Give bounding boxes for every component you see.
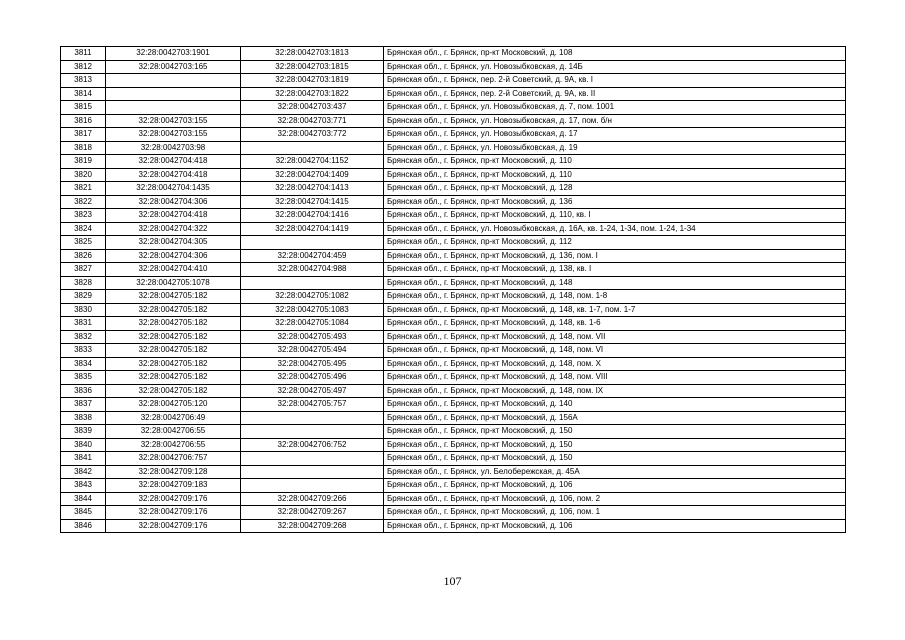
parcel-cadastral-number: 32:28:0042704:418: [106, 168, 241, 182]
object-address: Брянская обл., г. Брянск, пр-кт Московский, д. 150: [384, 425, 846, 439]
object-address: Брянская обл., г. Брянск, пр-кт Московский, д. 110: [384, 155, 846, 169]
object-cadastral-number: 32:28:0042703:771: [241, 114, 384, 128]
object-cadastral-number: 32:28:0042704:1416: [241, 209, 384, 223]
object-cadastral-number: [241, 276, 384, 290]
table-row: [61, 384, 846, 398]
object-address: Брянская обл., г. Брянск, пр-кт Московский, д. 106, пом. 1: [384, 506, 846, 520]
parcel-cadastral-number: 32:28:0042709:176: [106, 506, 241, 520]
table-row: [61, 357, 846, 371]
row-number: 3825: [61, 236, 106, 250]
object-address: Брянская обл., г. Брянск, ул. Белобережская, д. 45А: [384, 465, 846, 479]
table-row: [61, 47, 846, 61]
table-row: [61, 330, 846, 344]
object-address: Брянская обл., г. Брянск, пр-кт Московский, д. 148, пом. VII: [384, 330, 846, 344]
object-address: Брянская обл., г. Брянск, пр-кт Московский, д. 148, пом. VI: [384, 344, 846, 358]
table-row: [61, 182, 846, 196]
object-address: Брянская обл., г. Брянск, пр-кт Московский, д. 138, кв. I: [384, 263, 846, 277]
parcel-cadastral-number: 32:28:0042704:306: [106, 249, 241, 263]
parcel-cadastral-number: 32:28:0042705:182: [106, 384, 241, 398]
parcel-cadastral-number: 32:28:0042703:98: [106, 141, 241, 155]
table-row: [61, 60, 846, 74]
object-address: Брянская обл., г. Брянск, пр-кт Московский, д. 128: [384, 182, 846, 196]
object-address: Брянская обл., г. Брянск, пр-кт Московский, д. 150: [384, 452, 846, 466]
parcel-cadastral-number: 32:28:0042704:410: [106, 263, 241, 277]
object-cadastral-number: 32:28:0042705:1082: [241, 290, 384, 304]
object-address: Брянская обл., г. Брянск, пр-кт Московский, д. 106: [384, 479, 846, 493]
object-cadastral-number: [241, 411, 384, 425]
object-address: Брянская обл., г. Брянск, пр-кт Московский, д. 150: [384, 438, 846, 452]
parcel-cadastral-number: 32:28:0042705:182: [106, 371, 241, 385]
row-number: 3832: [61, 330, 106, 344]
table-row: [61, 263, 846, 277]
parcel-cadastral-number: [106, 101, 241, 115]
row-number: 3814: [61, 87, 106, 101]
row-number: 3819: [61, 155, 106, 169]
object-cadastral-number: 32:28:0042703:1819: [241, 74, 384, 88]
table-row: [61, 398, 846, 412]
table-row: [61, 425, 846, 439]
object-address: Брянская обл., г. Брянск, пр-кт Московский, д. 136, пом. I: [384, 249, 846, 263]
parcel-cadastral-number: 32:28:0042704:418: [106, 209, 241, 223]
parcel-cadastral-number: 32:28:0042705:182: [106, 357, 241, 371]
row-number: 3831: [61, 317, 106, 331]
row-number: 3836: [61, 384, 106, 398]
object-address: Брянская обл., г. Брянск, ул. Новозыбковская, д. 17: [384, 128, 846, 142]
row-number: 3846: [61, 519, 106, 533]
object-cadastral-number: [241, 236, 384, 250]
parcel-cadastral-number: 32:28:0042703:1901: [106, 47, 241, 61]
object-address: Брянская обл., г. Брянск, пер. 2-й Советский, д. 9А, кв. I: [384, 74, 846, 88]
table-row: [61, 344, 846, 358]
object-address: Брянская обл., г. Брянск, пр-кт Московский, д. 148, пом. IX: [384, 384, 846, 398]
parcel-cadastral-number: 32:28:0042703:155: [106, 114, 241, 128]
table-row: [61, 411, 846, 425]
row-number: 3844: [61, 492, 106, 506]
object-address: Брянская обл., г. Брянск, ул. Новозыбковская, д. 7, пом. 1001: [384, 101, 846, 115]
parcel-cadastral-number: 32:28:0042704:305: [106, 236, 241, 250]
row-number: 3815: [61, 101, 106, 115]
object-cadastral-number: [241, 452, 384, 466]
object-cadastral-number: 32:28:0042703:437: [241, 101, 384, 115]
row-number: 3817: [61, 128, 106, 142]
parcel-cadastral-number: 32:28:0042704:418: [106, 155, 241, 169]
row-number: 3818: [61, 141, 106, 155]
row-number: 3839: [61, 425, 106, 439]
object-cadastral-number: 32:28:0042709:268: [241, 519, 384, 533]
table-row: [61, 276, 846, 290]
row-number: 3841: [61, 452, 106, 466]
object-cadastral-number: 32:28:0042703:1822: [241, 87, 384, 101]
table-row: [61, 101, 846, 115]
row-number: 3821: [61, 182, 106, 196]
object-cadastral-number: [241, 425, 384, 439]
row-number: 3813: [61, 74, 106, 88]
parcel-cadastral-number: 32:28:0042709:176: [106, 519, 241, 533]
object-address: Брянская обл., г. Брянск, пр-кт Московский, д. 136: [384, 195, 846, 209]
object-address: Брянская обл., г. Брянск, пр-кт Московский, д. 140: [384, 398, 846, 412]
row-number: 3838: [61, 411, 106, 425]
object-address: Брянская обл., г. Брянск, пр-кт Московский, д. 148: [384, 276, 846, 290]
parcel-cadastral-number: 32:28:0042706:49: [106, 411, 241, 425]
table-row: [61, 317, 846, 331]
parcel-cadastral-number: 32:28:0042709:176: [106, 492, 241, 506]
table-row: [61, 236, 846, 250]
object-address: Брянская обл., г. Брянск, пр-кт Московский, д. 156А: [384, 411, 846, 425]
object-cadastral-number: 32:28:0042705:757: [241, 398, 384, 412]
object-address: Брянская обл., г. Брянск, пр-кт Московский, д. 112: [384, 236, 846, 250]
row-number: 3834: [61, 357, 106, 371]
row-number: 3812: [61, 60, 106, 74]
table-row: [61, 168, 846, 182]
table-row: [61, 303, 846, 317]
table-row: [61, 87, 846, 101]
object-cadastral-number: 32:28:0042704:1409: [241, 168, 384, 182]
object-cadastral-number: 32:28:0042704:1415: [241, 195, 384, 209]
parcel-cadastral-number: 32:28:0042705:1078: [106, 276, 241, 290]
table-row: [61, 465, 846, 479]
object-cadastral-number: 32:28:0042705:1083: [241, 303, 384, 317]
object-cadastral-number: 32:28:0042704:988: [241, 263, 384, 277]
row-number: 3828: [61, 276, 106, 290]
table-row: [61, 492, 846, 506]
register-table: [60, 46, 846, 533]
row-number: 3823: [61, 209, 106, 223]
parcel-cadastral-number: 32:28:0042709:183: [106, 479, 241, 493]
parcel-cadastral-number: 32:28:0042709:128: [106, 465, 241, 479]
object-address: Брянская обл., г. Брянск, пр-кт Московский, д. 148, кв. 1-6: [384, 317, 846, 331]
table-row: [61, 506, 846, 520]
table-row: [61, 479, 846, 493]
parcel-cadastral-number: 32:28:0042704:322: [106, 222, 241, 236]
parcel-cadastral-number: [106, 87, 241, 101]
row-number: 3833: [61, 344, 106, 358]
table-row: [61, 114, 846, 128]
table-row: [61, 290, 846, 304]
row-number: 3820: [61, 168, 106, 182]
row-number: 3811: [61, 47, 106, 61]
table-row: [61, 209, 846, 223]
object-address: Брянская обл., г. Брянск, пр-кт Московский, д. 106, пом. 2: [384, 492, 846, 506]
object-cadastral-number: 32:28:0042704:459: [241, 249, 384, 263]
parcel-cadastral-number: 32:28:0042705:182: [106, 330, 241, 344]
row-number: 3845: [61, 506, 106, 520]
object-cadastral-number: 32:28:0042704:1152: [241, 155, 384, 169]
row-number: 3837: [61, 398, 106, 412]
object-cadastral-number: 32:28:0042705:493: [241, 330, 384, 344]
row-number: 3829: [61, 290, 106, 304]
object-address: Брянская обл., г. Брянск, пр-кт Московский, д. 108: [384, 47, 846, 61]
parcel-cadastral-number: 32:28:0042703:155: [106, 128, 241, 142]
object-cadastral-number: 32:28:0042709:267: [241, 506, 384, 520]
parcel-cadastral-number: 32:28:0042705:182: [106, 317, 241, 331]
row-number: 3840: [61, 438, 106, 452]
object-address: Брянская обл., г. Брянск, пр-кт Московский, д. 148, пом. 1-8: [384, 290, 846, 304]
object-cadastral-number: 32:28:0042705:496: [241, 371, 384, 385]
table-row: [61, 195, 846, 209]
object-address: Брянская обл., г. Брянск, пр-кт Московский, д. 110, кв. I: [384, 209, 846, 223]
parcel-cadastral-number: 32:28:0042705:182: [106, 303, 241, 317]
object-address: Брянская обл., г. Брянск, пер. 2-й Советский, д. 9А, кв. II: [384, 87, 846, 101]
register-table-body: [61, 47, 846, 533]
table-row: [61, 519, 846, 533]
object-address: Брянская обл., г. Брянск, ул. Новозыбковская, д. 14Б: [384, 60, 846, 74]
parcel-cadastral-number: 32:28:0042704:306: [106, 195, 241, 209]
object-cadastral-number: 32:28:0042704:1413: [241, 182, 384, 196]
object-cadastral-number: 32:28:0042703:772: [241, 128, 384, 142]
parcel-cadastral-number: 32:28:0042703:165: [106, 60, 241, 74]
row-number: 3816: [61, 114, 106, 128]
row-number: 3842: [61, 465, 106, 479]
row-number: 3822: [61, 195, 106, 209]
parcel-cadastral-number: 32:28:0042704:1435: [106, 182, 241, 196]
object-cadastral-number: 32:28:0042706:752: [241, 438, 384, 452]
object-cadastral-number: 32:28:0042704:1419: [241, 222, 384, 236]
table-row: [61, 222, 846, 236]
object-cadastral-number: 32:28:0042709:266: [241, 492, 384, 506]
object-cadastral-number: 32:28:0042703:1813: [241, 47, 384, 61]
object-address: Брянская обл., г. Брянск, пр-кт Московский, д. 148, пом. X: [384, 357, 846, 371]
row-number: 3826: [61, 249, 106, 263]
parcel-cadastral-number: 32:28:0042705:182: [106, 344, 241, 358]
parcel-cadastral-number: 32:28:0042705:120: [106, 398, 241, 412]
object-cadastral-number: [241, 479, 384, 493]
table-row: [61, 141, 846, 155]
parcel-cadastral-number: 32:28:0042706:55: [106, 438, 241, 452]
table-row: [61, 249, 846, 263]
parcel-cadastral-number: 32:28:0042706:757: [106, 452, 241, 466]
table-row: [61, 128, 846, 142]
parcel-cadastral-number: 32:28:0042705:182: [106, 290, 241, 304]
object-cadastral-number: [241, 141, 384, 155]
object-address: Брянская обл., г. Брянск, пр-кт Московский, д. 110: [384, 168, 846, 182]
object-cadastral-number: 32:28:0042703:1815: [241, 60, 384, 74]
object-address: Брянская обл., г. Брянск, пр-кт Московский, д. 148, пом. VIII: [384, 371, 846, 385]
object-cadastral-number: 32:28:0042705:497: [241, 384, 384, 398]
page-number: 107: [443, 574, 462, 588]
table-row: [61, 371, 846, 385]
table-row: [61, 155, 846, 169]
row-number: 3827: [61, 263, 106, 277]
table-row: [61, 74, 846, 88]
object-cadastral-number: 32:28:0042705:494: [241, 344, 384, 358]
object-address: Брянская обл., г. Брянск, ул. Новозыбковская, д. 19: [384, 141, 846, 155]
object-cadastral-number: 32:28:0042705:495: [241, 357, 384, 371]
object-address: Брянская обл., г. Брянск, ул. Новозыбковская, д. 16А, кв. 1-24, 1-34, пом. 1-24, 1-34: [384, 222, 846, 236]
object-address: Брянская обл., г. Брянск, ул. Новозыбковская, д. 17, пом. б/н: [384, 114, 846, 128]
table-row: [61, 452, 846, 466]
object-cadastral-number: 32:28:0042705:1084: [241, 317, 384, 331]
parcel-cadastral-number: 32:28:0042706:55: [106, 425, 241, 439]
object-address: Брянская обл., г. Брянск, пр-кт Московский, д. 106: [384, 519, 846, 533]
row-number: 3830: [61, 303, 106, 317]
row-number: 3843: [61, 479, 106, 493]
row-number: 3824: [61, 222, 106, 236]
parcel-cadastral-number: [106, 74, 241, 88]
table-row: [61, 438, 846, 452]
object-address: Брянская обл., г. Брянск, пр-кт Московский, д. 148, кв. 1-7, пом. 1-7: [384, 303, 846, 317]
row-number: 3835: [61, 371, 106, 385]
object-cadastral-number: [241, 465, 384, 479]
